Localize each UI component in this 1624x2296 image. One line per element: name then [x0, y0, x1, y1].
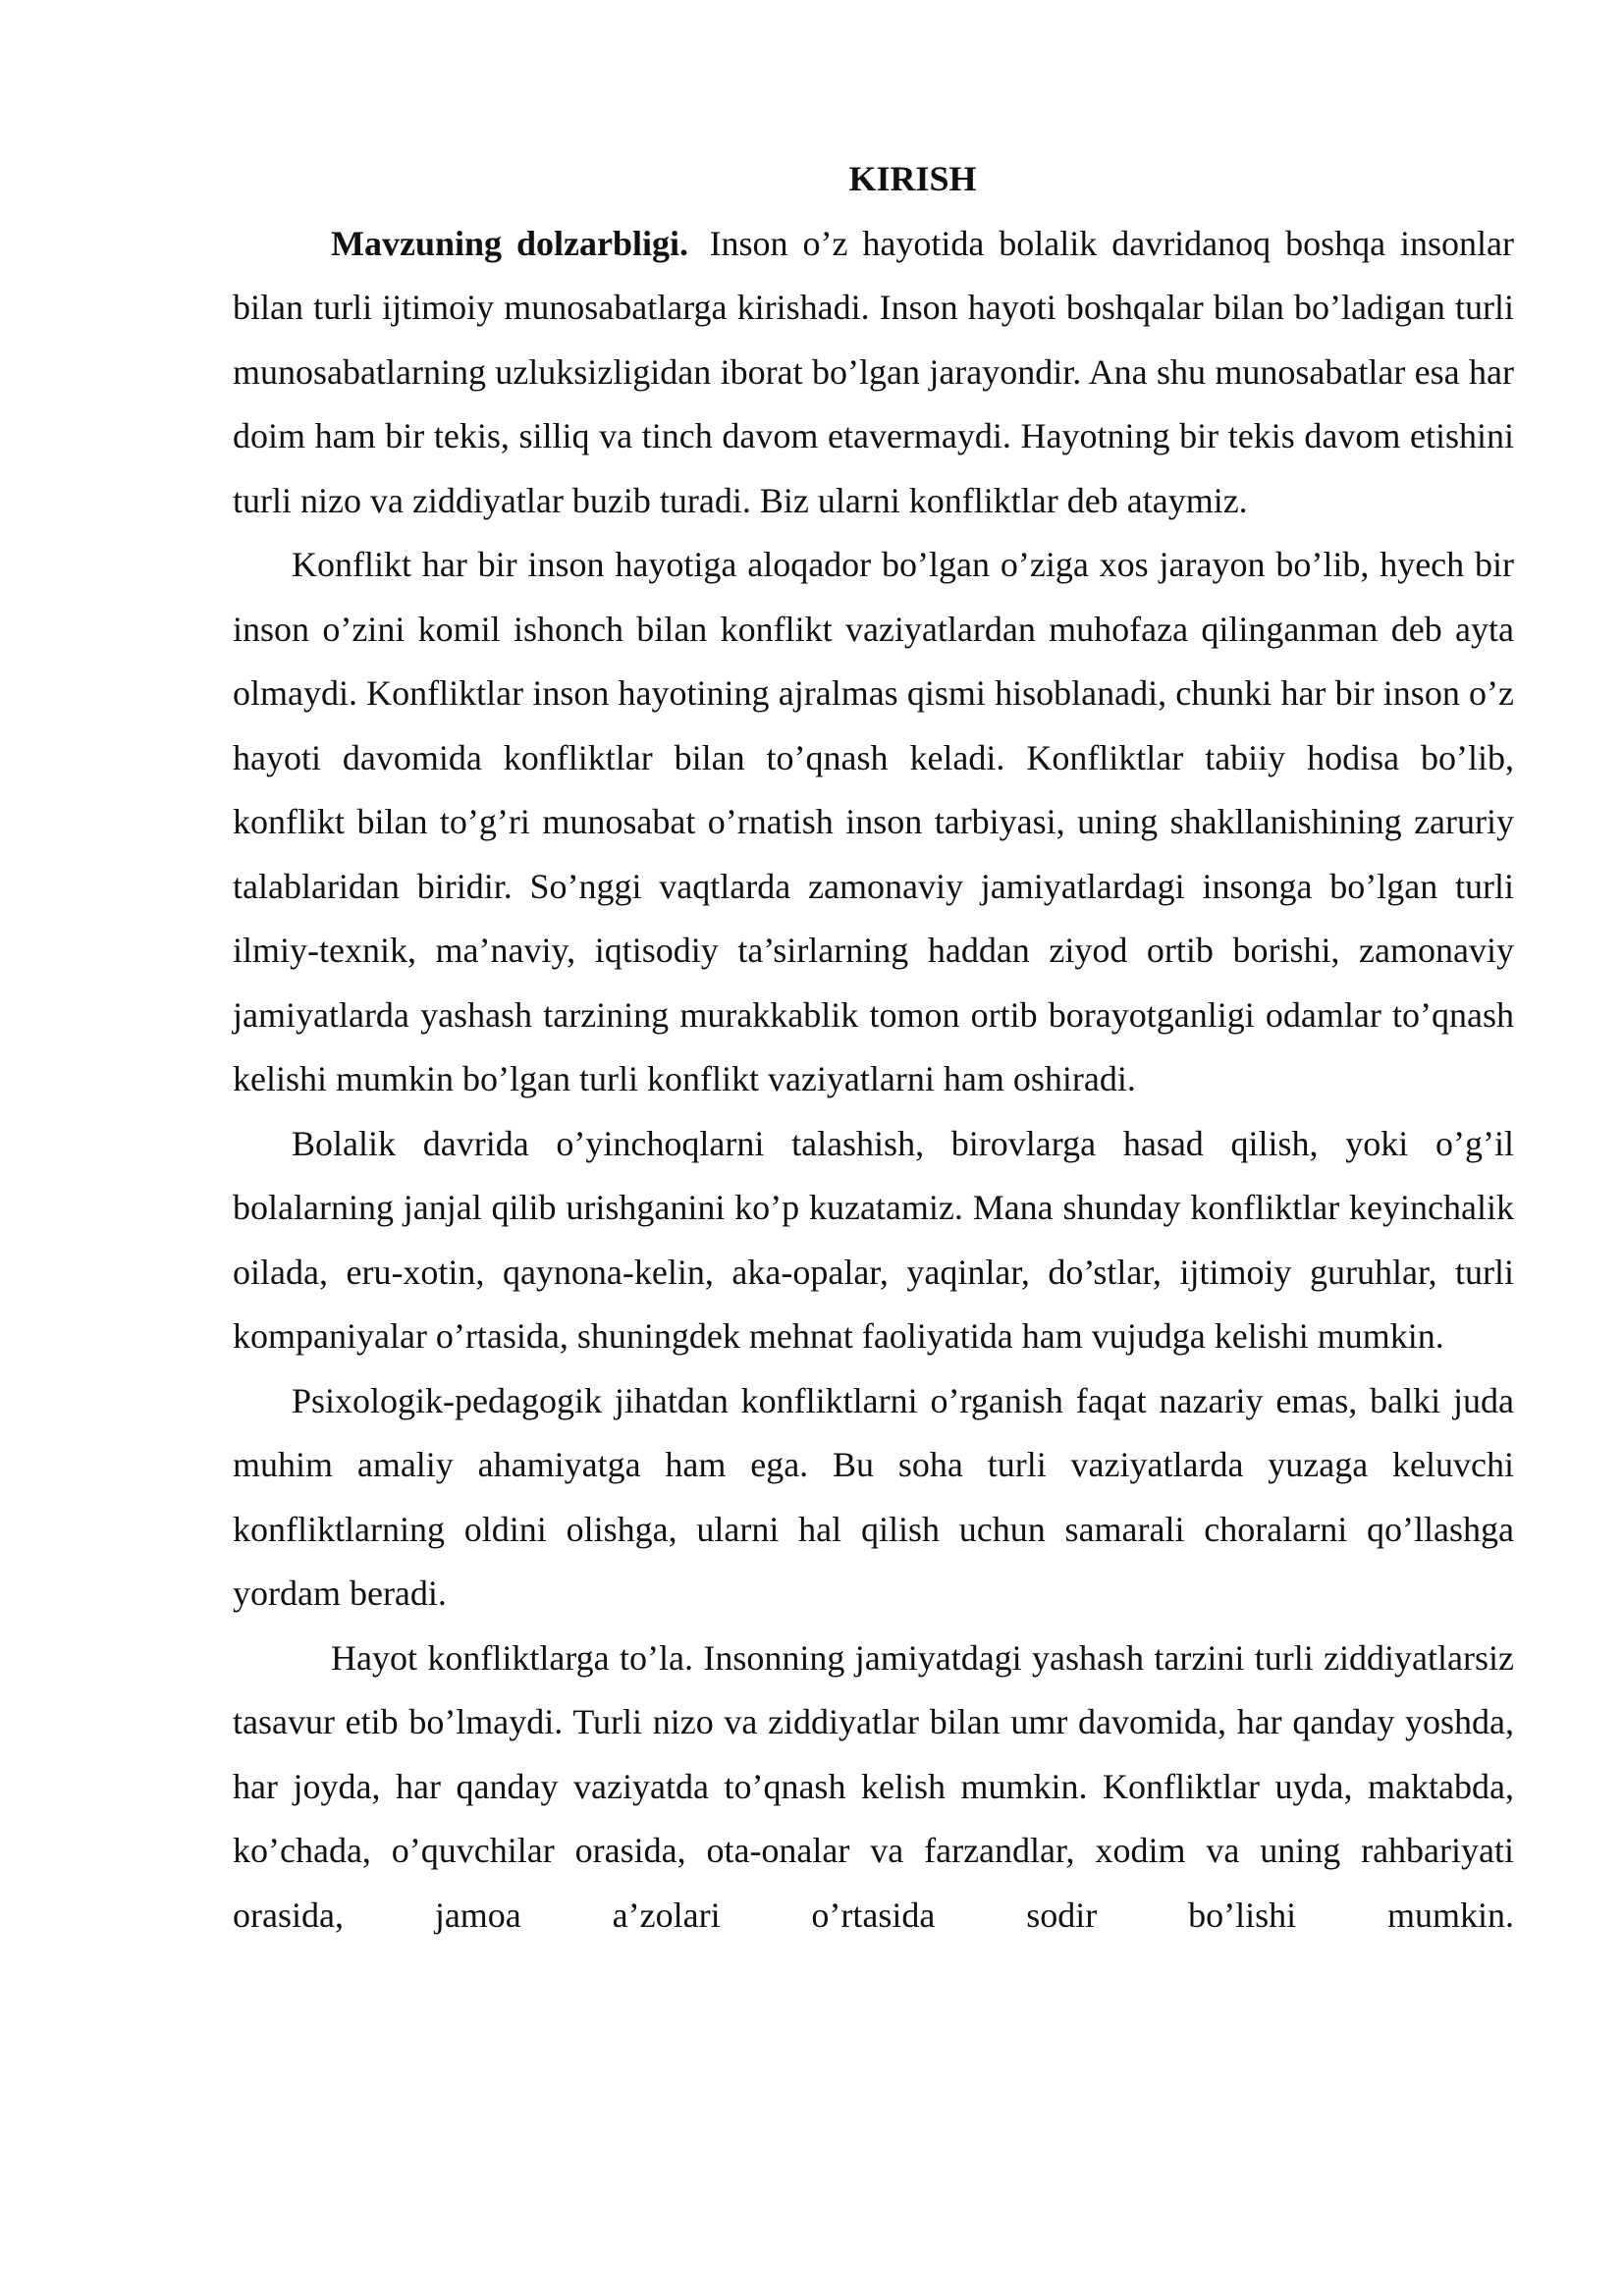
- paragraph-text: Bolalik davrida o’yinchoqlarni talashish, birovlarga hasad qilish, yoki o’g’il bolalarning janjal qilib urishganini ko’p kuzatamiz. Mana shunday konfliktlar keyinchalik oilada, eru-xotin, qaynona-kelin, aka-opalar, yaqinlar, do’stlar, ijtimoiy guruhlar, turli kompaniyalar o’rtasida, shuningdek mehnat faoliyatida ham vujudga kelishi mumkin.: [233, 1123, 1514, 1356]
- paragraph-text: Konflikt har bir inson hayotiga aloqador bo’lgan o’ziga xos jarayon bo’lib, hyech bir inson o’zini komil ishonch bilan konflikt vaziyatlardan muhofaza qilinganman deb ayta olmaydi. Konfliktlar inson hayotining ajralmas qismi hisoblanadi, chunki har bir inson o’z hayoti davomida konfliktlar bilan to’qnash keladi. Konfliktlar tabiiy hodisa bo’lib, konflikt bilan to’g’ri munosabat o’rnatish inson tarbiyasi, uning shakllanishining zaruriy talablaridan biridir. So’nggi vaqtlarda zamonaviy jamiyatlardagi insonga bo’lgan turli ilmiy-texnik, ma’naviy, iqtisodiy ta’sirlarning haddan ziyod ortib borishi, zamonaviy jamiyatlarda yashash tarzining murakkablik tomon ortib borayotganligi odamlar to’qnash kelishi mumkin bo’lgan turli konflikt vaziyatlarni ham oshiradi.: [233, 545, 1514, 1098]
- paragraph-4: [233, 1369, 1514, 1627]
- paragraph-3: [233, 1112, 1514, 1369]
- paragraph-text: Psixologik-pedagogik jihatdan konfliktlarni o’rganish faqat nazariy emas, balki juda muhim amaliy ahamiyatga ham ega. Bu soha turli vaziyatlarda yuzaga keluvchi konfliktlarning oldini olishga, ularni hal qilish uchun samarali choralarni qo’llashga yordam beradi.: [233, 1380, 1514, 1613]
- document-page: [233, 147, 1514, 1948]
- document-title: KIRISH: [848, 159, 977, 198]
- paragraph-lead: Mavzuning dolzarbligi.: [331, 223, 688, 263]
- paragraph-1: [233, 212, 1514, 534]
- paragraph-text: Hayot konfliktlarga to’la. Insonning jamiyatdagi yashash tarzini turli ziddiyatlarsiz tasavur etib bo’lmaydi. Turli nizo va ziddiyatlar bilan umr davomida, har qanday yoshda, har joyda, har qanday vaziyatda to’qnash kelish mumkin. Konfliktlar uyda, maktabda, ko’chada, o’quvchilar orasida, ota-onalar va farzandlar, xodim va uning rahbariyati orasida, jamoa a’zolari o’rtasida sodir bo’lishi mumkin.: [233, 1637, 1514, 1935]
- paragraph-text: Inson o’z hayotida bolalik davridanoq boshqa insonlar bilan turli ijtimoiy munosabatlarga kirishadi. Inson hayoti boshqalar bilan bo’ladigan turli munosabatlarning uzluksizligidan iborat bo’lgan jarayondir. Ana shu munosabatlar esa har doim ham bir tekis, silliq va tinch davom etavermaydi. Hayotning bir tekis davom etishini turli nizo va ziddiyatlar buzib turadi. Biz ularni konfliktlar deb ataymiz.: [233, 223, 1515, 520]
- paragraph-2: [233, 533, 1514, 1112]
- paragraph-5: [233, 1627, 1514, 1949]
